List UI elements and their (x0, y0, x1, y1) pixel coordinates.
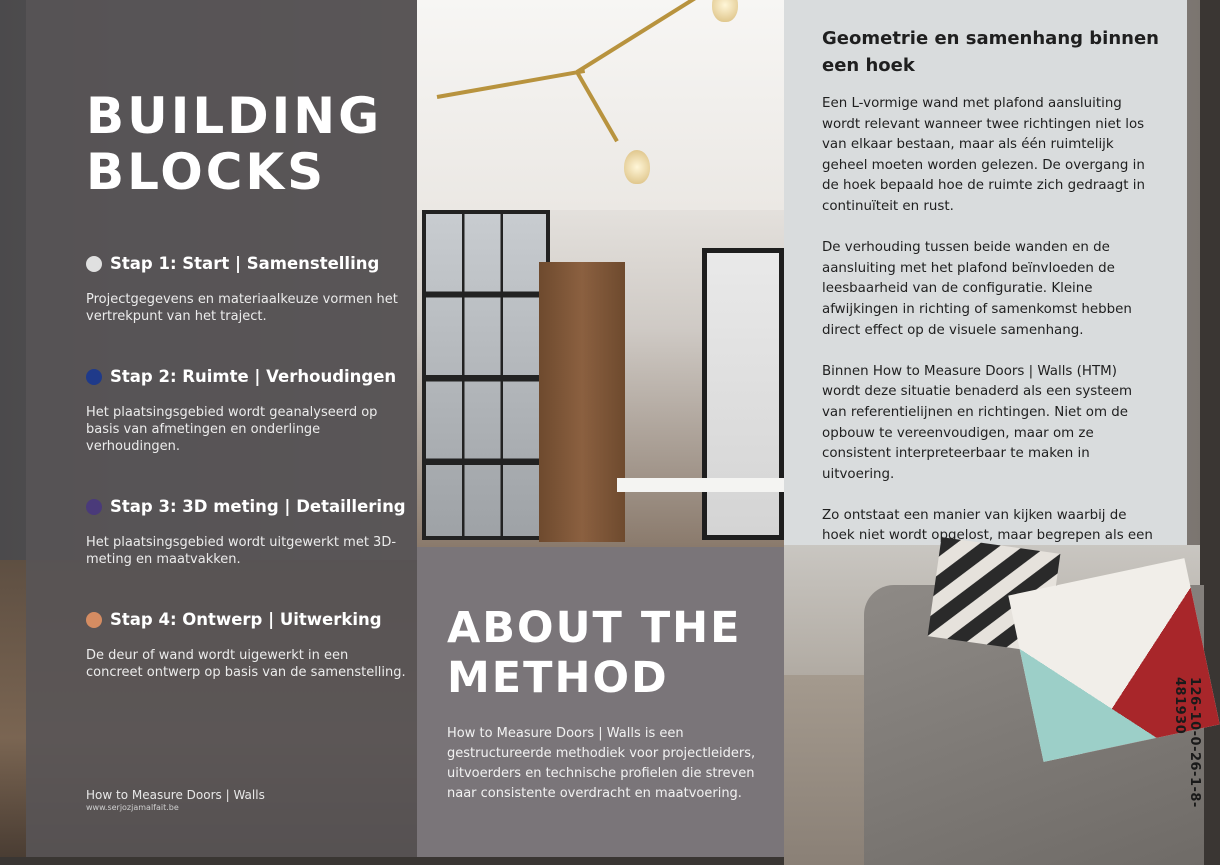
step-2-description: Het plaatsingsgebied wordt geanalyseerd op basis van afmetingen en onderlinge verhoudingen. (86, 405, 378, 454)
footer-brand: How to Measure Doors | Walls (86, 788, 265, 802)
step-1 (86, 254, 406, 325)
step-1-heading (86, 254, 406, 273)
about-title-line1: ABOUT THE (447, 603, 742, 653)
building-blocks-title-line2: BLOCKS (86, 143, 327, 201)
step-3-dot-icon (86, 499, 102, 515)
side-document-code: 126-10-0-26-1-8-481930 (1172, 677, 1202, 808)
geometry-paragraph-1: Een L-vormige wand met plafond aansluiting wordt relevant wanneer twee richtingen niet los van elkaar bestaan, maar als één ruimtelijk geheel moeten worden gelezen. De overgang in de hoek bepaald hoe de ruimte zich gedraagt in continuïteit en rust. (822, 96, 1145, 214)
photo-cabinet (539, 262, 625, 542)
geometry-paragraph-3: Binnen How to Measure Doors | Walls (HTM) wordt deze situatie benaderd als een systeem van referentielijnen en richtingen. Niet om de opbouw te vereenvoudigen, maar om ze consistent interpreteerbaar te maken in uitvoering. (822, 363, 1133, 482)
step-3-title: Stap 3: 3D meting | Detaillering (110, 497, 406, 516)
geometry-paragraph-4: Zo ontstaat een manier van kijken waarbij de hoek niet wordt opgelost, maar begrepen als een (822, 507, 1153, 544)
interior-photo (417, 0, 784, 547)
step-1-dot-icon (86, 256, 102, 272)
step-2 (86, 367, 406, 455)
step-4-dot-icon (86, 612, 102, 628)
bulb-icon (624, 150, 650, 184)
photo-door (702, 248, 784, 540)
step-4-description: De deur of wand wordt uigewerkt in een concreet ontwerp op basis van de samenstelling. (86, 648, 406, 680)
building-blocks-title-line1: BUILDING (86, 87, 383, 145)
step-3-heading (86, 497, 406, 516)
step-4 (86, 610, 406, 681)
step-2-heading (86, 367, 406, 386)
step-1-description: Projectgegevens en materiaalkeuze vormen het vertrekpunt van het traject. (86, 292, 398, 324)
geometry-title: Geometrie en samenhang binnen een hoek (822, 28, 1159, 76)
geometry-body (822, 94, 1157, 588)
photo-window (422, 210, 550, 540)
about-title (447, 603, 742, 703)
sofa-photo (784, 545, 1200, 857)
step-2-title: Stap 2: Ruimte | Verhoudingen (110, 367, 397, 386)
footer-url: www.serjozjamalfait.be (86, 803, 179, 812)
about-title-line2: METHOD (447, 653, 669, 703)
step-3-description: Het plaatsingsgebied wordt uitgewerkt met 3D-meting en maatvakken. (86, 535, 397, 567)
step-4-heading (86, 610, 406, 629)
step-1-title: Stap 1: Start | Samenstelling (110, 254, 380, 273)
step-2-dot-icon (86, 369, 102, 385)
about-text: How to Measure Doors | Walls is een gestructureerde methodiek voor projectleiders, uitvoerders en technische profielen die streven naar consistente overdracht en maatvoering. (447, 726, 756, 801)
geometry-paragraph-2: De verhouding tussen beide wanden en de aansluiting met het plafond beïnvloeden de leesbaarheid van de configuratie. Kleine afwijkingen in richting of samenkomst hebben direct effect op de visuele samenhang. (822, 240, 1132, 338)
step-4-title: Stap 4: Ontwerp | Uitwerking (110, 610, 382, 629)
step-3 (86, 497, 406, 568)
building-blocks-title (86, 88, 382, 200)
photo-table (617, 478, 784, 492)
photo-ceiling (417, 0, 784, 210)
